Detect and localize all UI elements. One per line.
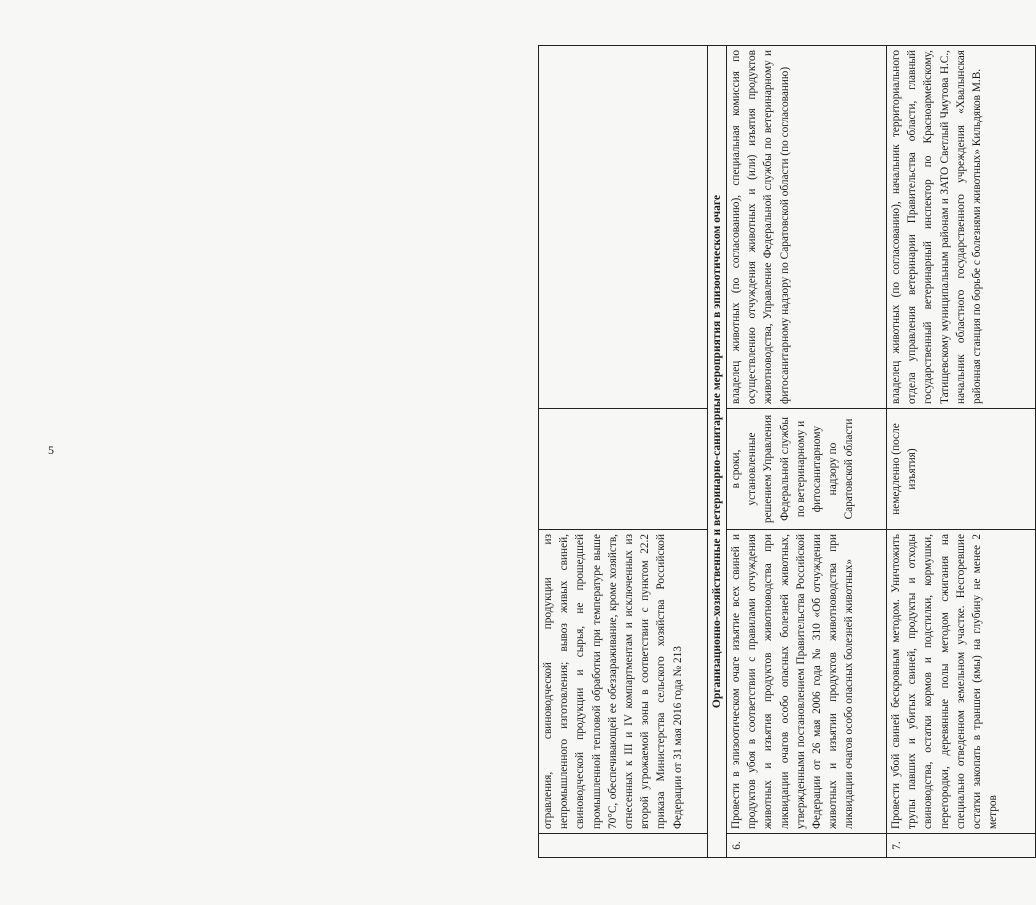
responsible-text	[539, 46, 708, 409]
term-text: в сроки, установленные решением Управления Федеральной службы по ветеринарному и фитосанитарному надзору по Саратовской области	[727, 409, 887, 530]
section-header-row	[708, 46, 727, 858]
measure-text: отравления, свиноводческой продукции из непромышленного изготовления; вывоз живых свиней, свиноводческой продукции и сырья, не прошедшей промышленной тепловой обработки при температуре выше 70°С, обеспечивающей ее обеззараживание, кроме хозяйств, отнесенных к III и IV компартментам и исключенных из второй угрожаемой зоны в соответствии с пунктом 22.2 приказа Министерства сельского хозяйства Российской Федерации от 31 мая 2016 года № 213	[539, 530, 708, 834]
row-number: 7.	[887, 834, 1036, 858]
row-number: 6.	[727, 834, 887, 858]
table-row	[887, 46, 1036, 858]
page-number: 5	[48, 443, 54, 457]
term-text: немедленно (после изъятия)	[887, 409, 1036, 530]
term-text	[539, 409, 708, 530]
responsible-text: владелец животных (по согласованию), специальная комиссия по осуществлению отчуждения животных и (или) изъятия продуктов животноводства, Управление Федеральной службы по ветеринарному и фитосанитарному надзору по Саратовской области (по согласованию)	[727, 46, 887, 409]
measure-text: Провести в эпизоотическом очаге изъятие всех свиней и продуктов убоя в соответствии с правилами отчуждения животных и изъятия продуктов животноводства при ликвидации очагов особо опасных болезней животных, утвержденными постановлением Правительства Российской Федерации от 26 мая 2006 года № 310 «Об отчуждении животных и изъятии продуктов животноводства при ликвидации очагов особо опасных болезней животных»	[727, 530, 887, 834]
table-row	[539, 46, 708, 858]
responsible-text: владелец животных (по согласованию), начальник территориального отдела управления ветеринарии Правительства области, главный государственный ветеринарный инспектор по Красноармейскому, Татищевскому муниципальным районам и ЗАТО Светлый Чмутова Н.С., начальник областного государственного учреждения «Хвалынская районная станция по борьбе с болезнями животных» Кильдяков М.В.	[887, 46, 1036, 409]
table-row	[727, 46, 887, 858]
measures-table	[538, 46, 1036, 858]
row-number	[539, 834, 708, 858]
section-title: Организационно-хозяйственные и ветеринарно-санитарные мероприятия в эпизоотическом очаге	[708, 46, 727, 858]
measure-text: Провести убой свиней бескровным методом. Уничтожить трупы павших и убитых свиней, продукты и отходы свиноводства, остатки кормов и подстилки, кормушки, перегородки, деревянные полы методом сжигания на специально отведенном земельном участке. Несгоревшие остатки закопать в траншеи (ямы) на глубину не менее 2 метров	[887, 530, 1036, 834]
